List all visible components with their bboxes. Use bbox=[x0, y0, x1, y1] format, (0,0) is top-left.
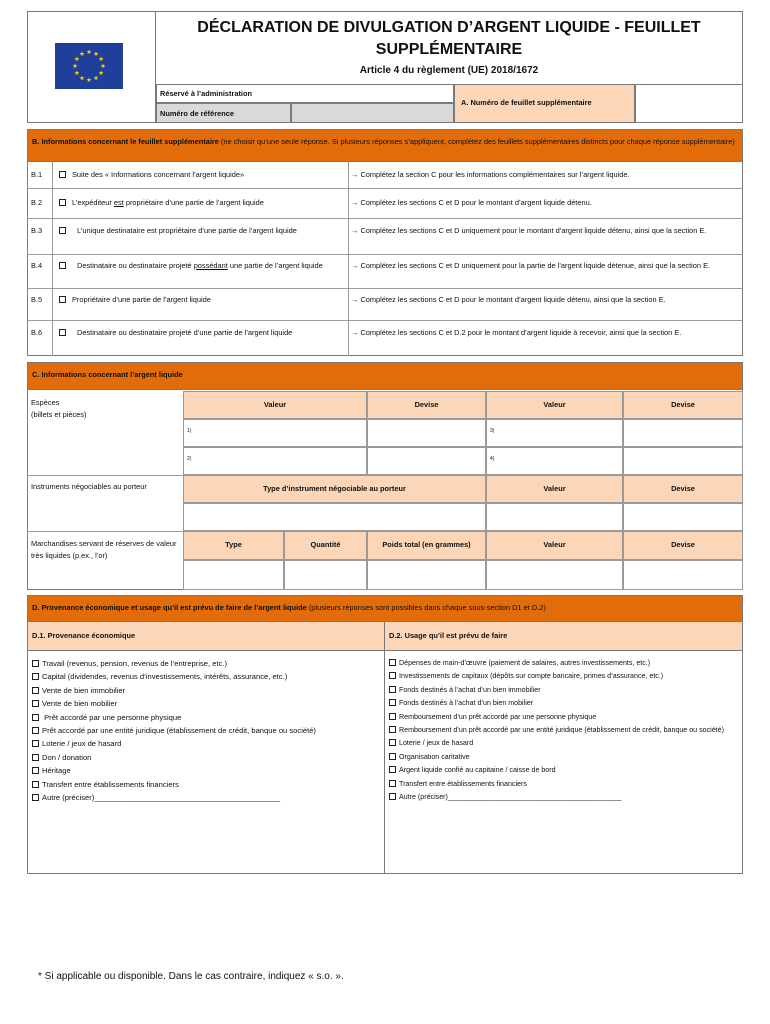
row-code: B.1 bbox=[31, 170, 43, 179]
option-item[interactable] bbox=[389, 791, 739, 804]
option-item[interactable] bbox=[32, 724, 372, 737]
checkbox-icon[interactable] bbox=[389, 713, 396, 720]
checkbox-icon[interactable] bbox=[389, 793, 396, 800]
bni-currency-field[interactable] bbox=[623, 503, 743, 531]
row-option[interactable]: Destinataire ou destinataire projeté possédant une partie de l’argent liquide bbox=[59, 260, 339, 272]
checkbox-icon[interactable] bbox=[32, 687, 39, 694]
section-b-row bbox=[27, 219, 743, 255]
cash-value-field[interactable]: 3) bbox=[486, 419, 623, 447]
row-option[interactable]: L’unique destinataire est propriétaire d’une partie de l’argent liquide bbox=[59, 225, 339, 237]
row-instruction: → Complétez les sections C et D uniquement pour le montant d’argent liquide détenu, ainsi que la section E. bbox=[351, 226, 707, 235]
form-subtitle: Article 4 du règlement (UE) 2018/1672 bbox=[359, 65, 539, 76]
goods-header-currency: Devise bbox=[623, 531, 743, 560]
option-item[interactable] bbox=[389, 778, 739, 791]
option-label: Loterie / jeux de hasard bbox=[399, 739, 474, 748]
section-b-row bbox=[27, 189, 743, 219]
reserved-admin-label: Réservé à l’administration bbox=[156, 84, 454, 103]
section-b-row bbox=[27, 255, 743, 289]
checkbox-icon[interactable] bbox=[32, 754, 39, 761]
divider bbox=[52, 162, 53, 356]
row-code: B.5 bbox=[31, 295, 43, 304]
goods-label: Marchandises servant de réserves de valeur très liquides (p.ex., l’or) bbox=[31, 539, 177, 560]
checkbox-icon[interactable] bbox=[32, 700, 39, 707]
option-label: Dépenses de main-d’œuvre (paiement de salaires, autres investissements, etc.) bbox=[399, 659, 651, 667]
bni-type-field[interactable] bbox=[183, 503, 486, 531]
checkbox-icon[interactable] bbox=[389, 766, 396, 773]
checkbox-icon[interactable] bbox=[32, 673, 39, 680]
goods-quantity-field[interactable] bbox=[284, 560, 367, 590]
section-b-row bbox=[27, 321, 743, 356]
checkbox-icon[interactable] bbox=[59, 227, 66, 234]
option-item[interactable] bbox=[32, 711, 372, 724]
option-label: Loterie / jeux de hasard bbox=[42, 739, 122, 749]
row-option[interactable]: Destinataire ou destinataire projeté d’une partie de l’argent liquide bbox=[59, 327, 339, 339]
checkbox-icon[interactable] bbox=[32, 727, 39, 734]
cash-currency-field[interactable] bbox=[367, 447, 486, 475]
option-label: Fonds destinés à l’achat d’un bien mobilier bbox=[399, 699, 534, 708]
checkbox-icon[interactable] bbox=[389, 726, 396, 733]
cash-label: Espèces (billets et pièces) bbox=[31, 398, 87, 419]
option-item[interactable] bbox=[389, 670, 739, 683]
option-label: Travail (revenus, pension, revenus de l’entreprise, etc.) bbox=[42, 659, 228, 668]
section-c-header: C. Informations concernant l’argent liquide bbox=[27, 362, 743, 390]
option-label: Prêt accordé par une entité juridique (établissement de crédit, banque ou société) bbox=[42, 726, 316, 736]
checkbox-icon[interactable] bbox=[389, 753, 396, 760]
checkbox-icon[interactable] bbox=[32, 740, 39, 747]
cash-currency-field[interactable] bbox=[367, 419, 486, 447]
checkbox-icon[interactable] bbox=[59, 199, 66, 206]
reference-number-field[interactable] bbox=[291, 103, 454, 123]
cash-header-currency: Devise bbox=[367, 391, 486, 419]
option-label: Capital (dividendes, revenus d’investissements, intérêts, assurance, etc.) bbox=[42, 672, 288, 682]
cash-value-field[interactable]: 4) bbox=[486, 447, 623, 475]
row-code: B.4 bbox=[31, 261, 43, 270]
option-label: Héritage bbox=[42, 766, 71, 776]
bni-label: Instruments négociables au porteur bbox=[31, 482, 147, 491]
option-label: Transfert entre établissements financiers bbox=[42, 779, 179, 789]
checkbox-icon[interactable] bbox=[389, 686, 396, 693]
row-instruction: → Complétez les sections C et D pour le montant d’argent liquide détenu. bbox=[351, 198, 592, 207]
option-label: Autre (préciser)____________________________________________ bbox=[399, 793, 622, 802]
checkbox-icon[interactable] bbox=[32, 781, 39, 788]
row-option[interactable]: Propriétaire d’une partie de l’argent liquide bbox=[59, 294, 349, 306]
option-item[interactable] bbox=[32, 697, 372, 710]
option-item[interactable] bbox=[32, 737, 372, 750]
d2-options bbox=[389, 657, 739, 804]
cash-value-field[interactable]: 2) bbox=[183, 447, 367, 475]
option-item[interactable] bbox=[389, 684, 739, 697]
form-title: DÉCLARATION DE DIVULGATION D’ARGENT LIQUIDE - FEUILLET SUPPLÉMENTAIRE bbox=[197, 19, 701, 58]
cash-header-value: Valeur bbox=[183, 391, 367, 419]
d1-title: D.1. Provenance économique bbox=[27, 622, 385, 651]
row-option[interactable]: L’expéditeur est propriétaire d’une partie de l’argent liquide bbox=[59, 197, 349, 209]
option-item[interactable] bbox=[389, 737, 739, 750]
bni-header-currency: Devise bbox=[623, 475, 743, 503]
checkbox-icon[interactable] bbox=[59, 262, 66, 269]
section-d-header: D. Provenance économique et usage qu’il est prévu de faire de l’argent liquide (plusieurs réponses sont possibles dans chaque sous-section D1 et D.2) bbox=[27, 595, 743, 622]
sheet-number-field[interactable] bbox=[635, 84, 743, 123]
option-item[interactable] bbox=[389, 751, 739, 764]
option-item[interactable] bbox=[32, 751, 372, 764]
checkbox-icon[interactable] bbox=[32, 714, 39, 721]
checkbox-icon[interactable] bbox=[389, 739, 396, 746]
bni-header-value: Valeur bbox=[486, 475, 623, 503]
row-instruction: → Complétez les sections C et D.2 pour le montant d’argent liquide à recevoir, ainsi que la section E. bbox=[351, 328, 682, 337]
row-instruction: → Complétez la section C pour les informations complémentaires sur l’argent liquide. bbox=[351, 170, 630, 179]
goods-value-field[interactable] bbox=[486, 560, 623, 590]
checkbox-icon[interactable] bbox=[32, 794, 39, 801]
option-item[interactable] bbox=[32, 684, 372, 697]
checkbox-icon[interactable] bbox=[32, 767, 39, 774]
option-item[interactable] bbox=[32, 657, 372, 670]
cash-header-currency: Devise bbox=[623, 391, 743, 419]
goods-header-quantity: Quantité bbox=[284, 531, 367, 560]
option-label: Fonds destinés à l’achat d’un bien immobilier bbox=[399, 685, 541, 694]
checkbox-icon[interactable] bbox=[389, 672, 396, 679]
option-item[interactable] bbox=[32, 791, 372, 804]
row-instruction: → Complétez les sections C et D uniquement pour la partie de l’argent liquide détenue, ainsi que la section E. bbox=[351, 261, 711, 270]
goods-weight-field[interactable] bbox=[367, 560, 486, 590]
option-label: Vente de bien mobilier bbox=[42, 699, 118, 709]
cash-currency-field[interactable] bbox=[623, 419, 743, 447]
d2-title: D.2. Usage qu’il est prévu de faire bbox=[385, 622, 743, 651]
option-label: Don / donation bbox=[42, 752, 92, 762]
checkbox-icon[interactable] bbox=[389, 699, 396, 706]
d1-options bbox=[32, 657, 372, 804]
option-label: Remboursement d’un prêt accordé par une entité juridique (établissement de crédit, banque ou société) bbox=[399, 726, 724, 735]
option-item[interactable] bbox=[389, 657, 739, 670]
option-item[interactable] bbox=[389, 697, 739, 710]
checkbox-icon[interactable] bbox=[59, 171, 66, 178]
cash-currency-field[interactable] bbox=[623, 447, 743, 475]
option-label: Autre (préciser)____________________________________________ bbox=[42, 793, 281, 803]
option-item[interactable] bbox=[389, 764, 739, 777]
checkbox-icon[interactable] bbox=[389, 780, 396, 787]
section-b-row bbox=[27, 162, 743, 189]
footer-note: * Si applicable ou disponible. Dans le cas contraire, indiquez « s.o. ». bbox=[38, 971, 344, 982]
option-label: Argent liquide confié au capitaine / caisse de bord bbox=[399, 766, 556, 775]
divider bbox=[348, 162, 349, 356]
checkbox-icon[interactable] bbox=[389, 659, 396, 666]
checkbox-icon[interactable] bbox=[59, 329, 66, 336]
option-item[interactable] bbox=[389, 724, 739, 737]
goods-currency-field[interactable] bbox=[623, 560, 743, 590]
eu-logo-cell bbox=[27, 11, 156, 123]
option-label: Transfert entre établissements financiers bbox=[399, 779, 527, 788]
eu-flag-icon bbox=[55, 43, 123, 89]
option-item[interactable] bbox=[389, 711, 739, 724]
row-option[interactable]: Suite des « Informations concernant l’argent liquide» bbox=[59, 169, 349, 181]
section-b-row bbox=[27, 289, 743, 321]
goods-header-weight: Poids total (en grammes) bbox=[367, 531, 486, 560]
d2-panel bbox=[385, 651, 743, 874]
checkbox-icon[interactable] bbox=[59, 296, 66, 303]
bni-header-type: Type d’instrument négociable au porteur bbox=[183, 475, 486, 503]
goods-header-value: Valeur bbox=[486, 531, 623, 560]
option-label: Vente de bien immobilier bbox=[42, 685, 126, 695]
reference-number-label: Numéro de référence bbox=[156, 103, 291, 123]
goods-type-field[interactable] bbox=[183, 560, 284, 590]
goods-header-type: Type bbox=[183, 531, 284, 560]
sheet-number-label: A. Numéro de feuillet supplémentaire bbox=[454, 84, 635, 123]
bni-value-field[interactable] bbox=[486, 503, 623, 531]
option-label: Organisation caritative bbox=[399, 752, 470, 761]
option-item[interactable] bbox=[32, 764, 372, 777]
cash-value-field[interactable]: 1) bbox=[183, 419, 367, 447]
row-code: B.2 bbox=[31, 198, 43, 207]
cash-header-value: Valeur bbox=[486, 391, 623, 419]
checkbox-icon[interactable] bbox=[32, 660, 39, 667]
section-b-header: B. Informations concernant le feuillet supplémentaire (ne choisir qu’une seule réponse. Si plusieurs réponses s’appliquent, complétez des feuillets supplémentaires distincts pour chaque réponse supplémentaire) bbox=[27, 129, 743, 162]
option-item[interactable] bbox=[32, 670, 372, 683]
option-item[interactable] bbox=[32, 778, 372, 791]
d1-panel bbox=[27, 651, 385, 874]
option-label: Prêt accordé par une personne physique bbox=[42, 712, 182, 722]
row-code: B.3 bbox=[31, 226, 43, 235]
option-label: Remboursement d’un prêt accordé par une personne physique bbox=[399, 712, 597, 721]
row-code: B.6 bbox=[31, 328, 43, 337]
option-label: Investissements de capitaux (dépôts sur compte bancaire, primes d’assurance, etc.) bbox=[399, 672, 664, 681]
row-instruction: → Complétez les sections C et D pour le montant d’argent liquide détenu, ainsi que la section E. bbox=[351, 295, 666, 304]
